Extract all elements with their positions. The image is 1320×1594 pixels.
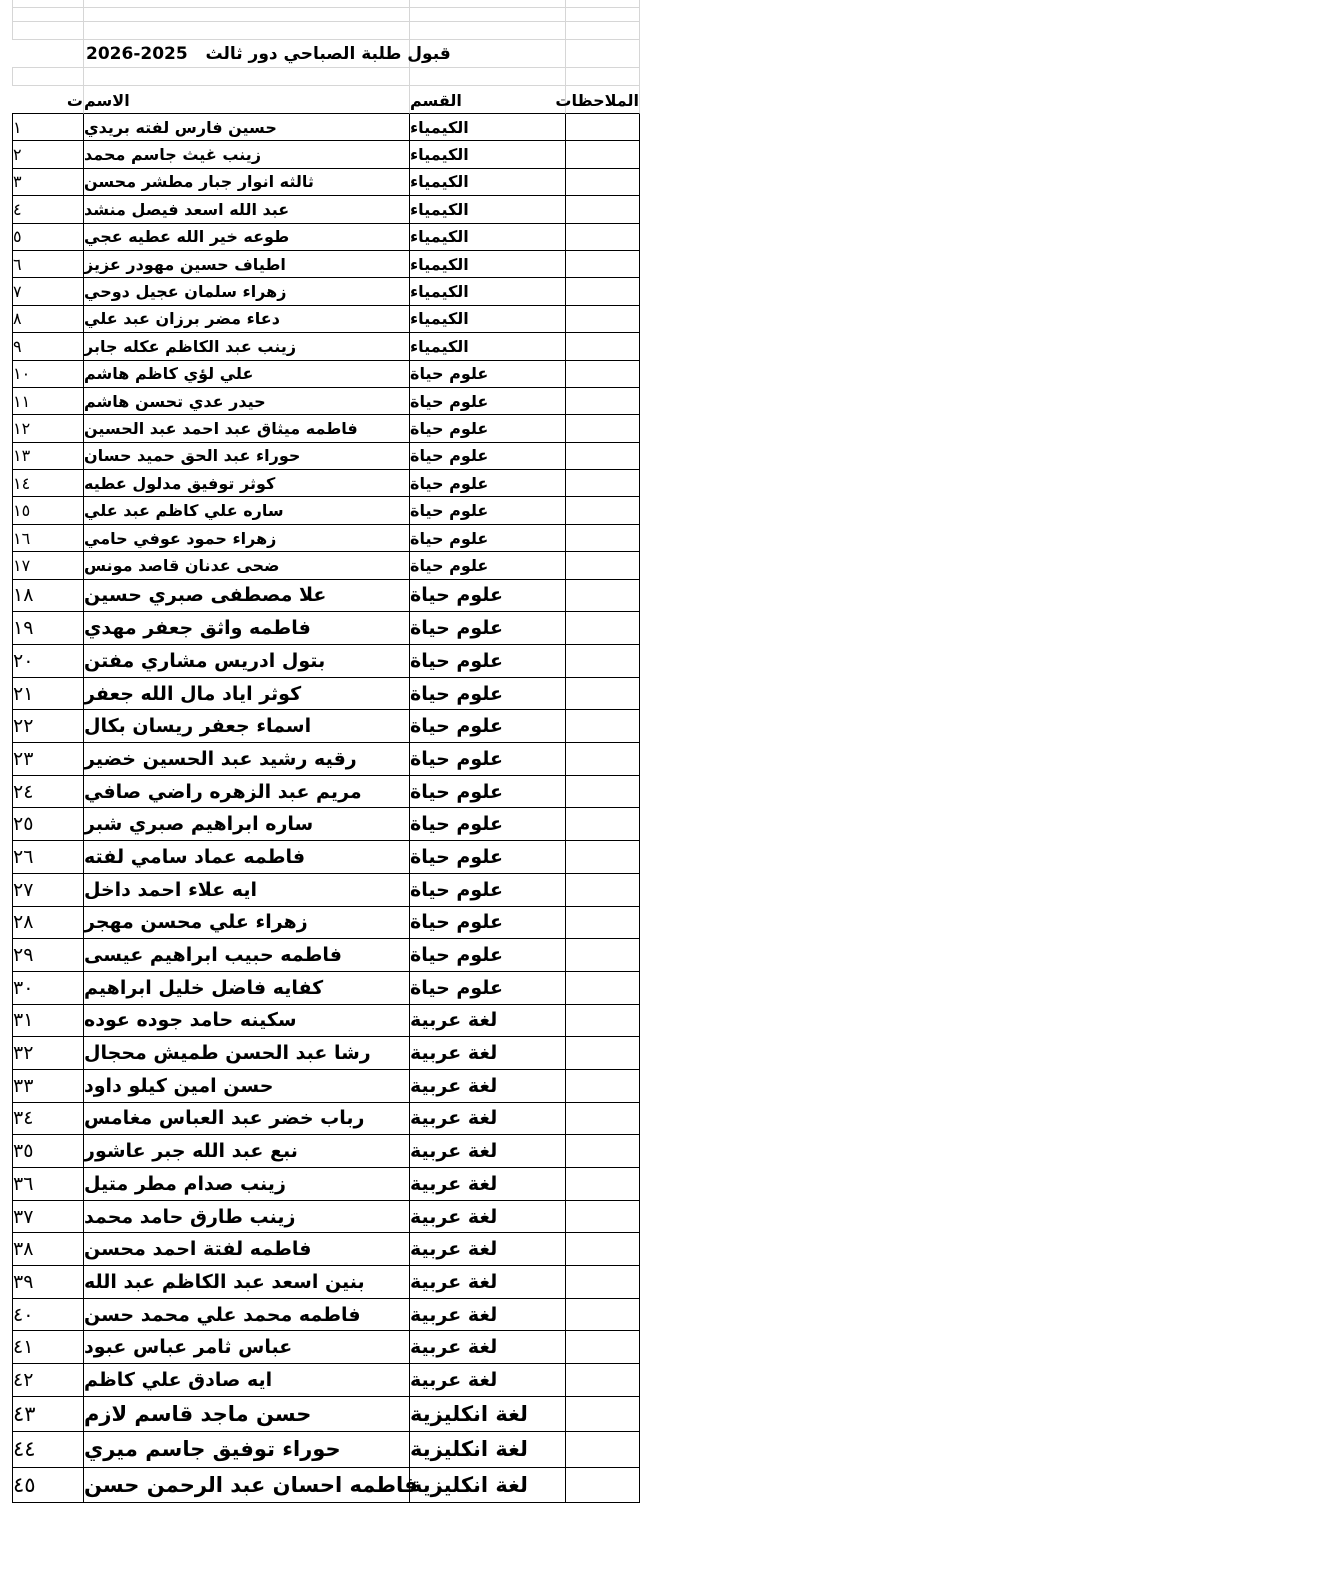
table-row <box>12 470 640 497</box>
table-row <box>12 1037 640 1070</box>
row-number[interactable]: ١١ <box>12 388 84 415</box>
student-name[interactable]: سكينه حامد جوده عوده <box>84 1005 410 1038</box>
table-row <box>12 1364 640 1397</box>
notes-cell[interactable] <box>566 333 640 360</box>
notes-cell[interactable] <box>566 645 640 678</box>
student-name[interactable]: فاطمه عماد سامي لفته <box>84 841 410 874</box>
student-name[interactable]: زينب غيث جاسم محمد <box>84 141 410 168</box>
student-name[interactable]: علا مصطفى صبري حسين <box>84 580 410 613</box>
row-number[interactable]: ٢٧ <box>12 874 84 907</box>
row-number[interactable]: ٣٠ <box>12 972 84 1005</box>
student-name[interactable]: علي لؤي كاظم هاشم <box>84 361 410 388</box>
student-name[interactable]: ثالثه انوار جبار مطشر محسن <box>84 169 410 196</box>
department[interactable]: علوم حياة <box>410 645 566 678</box>
cell[interactable] <box>84 8 410 22</box>
department[interactable]: لغة عربية <box>410 1201 566 1234</box>
table-row <box>12 306 640 333</box>
cell[interactable] <box>566 0 640 8</box>
department[interactable]: علوم حياة <box>410 939 566 972</box>
table-row <box>12 808 640 841</box>
notes-cell[interactable] <box>566 1037 640 1070</box>
student-name[interactable]: عبد الله اسعد فيصل منشد <box>84 196 410 223</box>
department[interactable]: الكيمياء <box>410 333 566 360</box>
table-body <box>12 114 640 1503</box>
notes-cell[interactable] <box>566 874 640 907</box>
notes-cell[interactable] <box>566 776 640 809</box>
row-number[interactable]: ١٢ <box>12 415 84 442</box>
row-number[interactable]: ٢٥ <box>12 808 84 841</box>
department[interactable]: الكيمياء <box>410 224 566 251</box>
row-number[interactable]: ٣٨ <box>12 1233 84 1266</box>
table-row <box>12 388 640 415</box>
row-number[interactable]: ٢٢ <box>12 710 84 743</box>
student-name[interactable]: اطياف حسين مهودر عزيز <box>84 251 410 278</box>
row-number[interactable]: ٤٥ <box>12 1468 84 1503</box>
table-row <box>12 196 640 223</box>
table-row <box>12 1233 640 1266</box>
cell[interactable] <box>84 0 410 8</box>
notes-cell[interactable] <box>566 1432 640 1467</box>
table-row <box>12 525 640 552</box>
notes-cell[interactable] <box>566 251 640 278</box>
row-number[interactable]: ١٦ <box>12 525 84 552</box>
spreadsheet <box>12 0 640 1503</box>
cell[interactable] <box>566 68 640 86</box>
department[interactable]: علوم حياة <box>410 612 566 645</box>
notes-cell[interactable] <box>566 278 640 305</box>
row-number[interactable]: ٣ <box>12 169 84 196</box>
table-row <box>12 141 640 168</box>
student-name[interactable]: بتول ادريس مشاري مفتن <box>84 645 410 678</box>
table-row <box>12 1135 640 1168</box>
row-number[interactable]: ٨ <box>12 306 84 333</box>
department[interactable]: علوم حياة <box>410 678 566 711</box>
row-number[interactable]: ٤ <box>12 196 84 223</box>
table-row <box>12 939 640 972</box>
header-dept[interactable]: القسم <box>410 86 566 114</box>
table-row <box>12 415 640 442</box>
row-number[interactable]: ١٧ <box>12 552 84 579</box>
blank-row <box>12 22 640 40</box>
notes-cell[interactable] <box>566 1103 640 1136</box>
table-row <box>12 251 640 278</box>
table-row <box>12 907 640 940</box>
table-row <box>12 497 640 524</box>
student-name[interactable]: اسماء جعفر ريسان بكال <box>84 710 410 743</box>
row-number[interactable]: ٤٣ <box>12 1397 84 1432</box>
row-number[interactable]: ٢٨ <box>12 907 84 940</box>
student-name[interactable]: حسن امين كيلو داود <box>84 1070 410 1103</box>
student-name[interactable]: كوثر توفيق مدلول عطيه <box>84 470 410 497</box>
notes-cell[interactable] <box>566 710 640 743</box>
student-name[interactable]: عباس ثامر عباس عبود <box>84 1331 410 1364</box>
cell[interactable] <box>12 0 84 8</box>
department[interactable]: لغة عربية <box>410 1331 566 1364</box>
row-number[interactable]: ٢٠ <box>12 645 84 678</box>
row-number[interactable]: ١٠ <box>12 361 84 388</box>
student-name[interactable]: حوراء عبد الحق حميد حسان <box>84 443 410 470</box>
department[interactable]: علوم حياة <box>410 525 566 552</box>
department[interactable]: علوم حياة <box>410 907 566 940</box>
cell[interactable] <box>410 22 566 40</box>
department[interactable]: علوم حياة <box>410 710 566 743</box>
table-row <box>12 710 640 743</box>
department[interactable]: لغة عربية <box>410 1005 566 1038</box>
table-row <box>12 1331 640 1364</box>
row-number[interactable]: ٥ <box>12 224 84 251</box>
row-number[interactable]: ١٩ <box>12 612 84 645</box>
department[interactable]: علوم حياة <box>410 443 566 470</box>
notes-cell[interactable] <box>566 972 640 1005</box>
notes-cell[interactable] <box>566 1005 640 1038</box>
cell[interactable] <box>12 22 84 40</box>
student-name[interactable]: زهراء حمود عوفي حامي <box>84 525 410 552</box>
department[interactable]: الكيمياء <box>410 196 566 223</box>
table-row <box>12 443 640 470</box>
student-name[interactable]: زهراء علي محسن مهجر <box>84 907 410 940</box>
student-name[interactable]: حوراء توفيق جاسم ميري <box>84 1432 410 1467</box>
department[interactable]: لغة انكليزية <box>410 1397 566 1432</box>
student-name[interactable]: زينب طارق حامد محمد <box>84 1201 410 1234</box>
notes-cell[interactable] <box>566 907 640 940</box>
department[interactable]: علوم حياة <box>410 874 566 907</box>
student-name[interactable]: فاطمه لفتة احمد محسن <box>84 1233 410 1266</box>
row-number[interactable]: ٢٤ <box>12 776 84 809</box>
row-number[interactable]: ١٥ <box>12 497 84 524</box>
table-row <box>12 1468 640 1503</box>
department[interactable]: علوم حياة <box>410 361 566 388</box>
table-row <box>12 645 640 678</box>
blank-row <box>12 0 640 8</box>
table-row <box>12 1070 640 1103</box>
department[interactable]: علوم حياة <box>410 552 566 579</box>
notes-cell[interactable] <box>566 525 640 552</box>
notes-cell[interactable] <box>566 678 640 711</box>
row-number[interactable]: ٣٢ <box>12 1037 84 1070</box>
row-number[interactable]: ٣٤ <box>12 1103 84 1136</box>
row-number[interactable]: ١ <box>12 114 84 141</box>
notes-cell[interactable] <box>566 114 640 141</box>
header-row <box>12 86 640 114</box>
row-number[interactable]: ٢٩ <box>12 939 84 972</box>
table-row <box>12 1103 640 1136</box>
cell[interactable] <box>410 0 566 8</box>
department[interactable]: لغة عربية <box>410 1070 566 1103</box>
student-name[interactable]: فاطمه حبيب ابراهيم عيسى <box>84 939 410 972</box>
row-number[interactable]: ٣٧ <box>12 1201 84 1234</box>
department[interactable]: لغة عربية <box>410 1037 566 1070</box>
student-name[interactable]: فاطمه ميثاق عبد احمد عبد الحسين <box>84 415 410 442</box>
cell[interactable] <box>410 8 566 22</box>
department[interactable]: لغة انكليزية <box>410 1468 566 1503</box>
notes-cell[interactable] <box>566 841 640 874</box>
row-number[interactable]: ٣٣ <box>12 1070 84 1103</box>
row-number[interactable]: ٣٥ <box>12 1135 84 1168</box>
department[interactable]: لغة عربية <box>410 1103 566 1136</box>
page-title: قبول طلبة الصباحي دور ثالث 2025-2026 <box>86 44 451 64</box>
row-number[interactable]: ٢٦ <box>12 841 84 874</box>
table-row <box>12 1299 640 1332</box>
table-row <box>12 333 640 360</box>
student-name[interactable]: نبع عبد الله جبر عاشور <box>84 1135 410 1168</box>
table-row <box>12 552 640 579</box>
department[interactable]: الكيمياء <box>410 114 566 141</box>
student-name[interactable]: رباب خضر عبد العباس مغامس <box>84 1103 410 1136</box>
department[interactable]: علوم حياة <box>410 388 566 415</box>
cell[interactable] <box>12 68 84 86</box>
department[interactable]: علوم حياة <box>410 497 566 524</box>
notes-cell[interactable] <box>566 196 640 223</box>
notes-cell[interactable] <box>566 580 640 613</box>
department[interactable]: علوم حياة <box>410 580 566 613</box>
student-name[interactable]: كوثر اياد مال الله جعفر <box>84 678 410 711</box>
cell[interactable] <box>566 8 640 22</box>
row-number[interactable]: ٤١ <box>12 1331 84 1364</box>
student-name[interactable]: رقيه رشيد عبد الحسين خضير <box>84 743 410 776</box>
department[interactable]: علوم حياة <box>410 470 566 497</box>
notes-cell[interactable] <box>566 443 640 470</box>
notes-cell[interactable] <box>566 1168 640 1201</box>
cell[interactable] <box>410 68 566 86</box>
row-number[interactable]: ٢١ <box>12 678 84 711</box>
student-name[interactable]: رشا عبد الحسن طميش محجال <box>84 1037 410 1070</box>
department[interactable]: لغة عربية <box>410 1364 566 1397</box>
row-number[interactable]: ٣٦ <box>12 1168 84 1201</box>
table-row <box>12 114 640 141</box>
student-name[interactable]: كفايه فاضل خليل ابراهيم <box>84 972 410 1005</box>
department[interactable]: علوم حياة <box>410 841 566 874</box>
notes-cell[interactable] <box>566 1468 640 1503</box>
department[interactable]: لغة عربية <box>410 1233 566 1266</box>
cell[interactable] <box>566 22 640 40</box>
row-number[interactable]: ٤٤ <box>12 1432 84 1467</box>
table-row <box>12 1201 640 1234</box>
notes-cell[interactable] <box>566 1233 640 1266</box>
notes-cell[interactable] <box>566 1299 640 1332</box>
student-name[interactable]: طوعه خير الله عطيه عجي <box>84 224 410 251</box>
department[interactable]: علوم حياة <box>410 776 566 809</box>
table-row <box>12 580 640 613</box>
notes-cell[interactable] <box>566 497 640 524</box>
blank-row <box>12 68 640 86</box>
blank-row <box>12 8 640 22</box>
department[interactable]: الكيمياء <box>410 306 566 333</box>
student-name[interactable]: فاطمه محمد علي محمد حسن <box>84 1299 410 1332</box>
notes-cell[interactable] <box>566 1364 640 1397</box>
row-number[interactable]: ١٣ <box>12 443 84 470</box>
cell[interactable] <box>84 68 410 86</box>
row-number[interactable]: ٦ <box>12 251 84 278</box>
table-row <box>12 612 640 645</box>
table-row <box>12 224 640 251</box>
row-number[interactable]: ٧ <box>12 278 84 305</box>
header-num[interactable]: ت <box>12 86 84 114</box>
notes-cell[interactable] <box>566 743 640 776</box>
cell[interactable] <box>12 40 84 68</box>
department[interactable]: لغة عربية <box>410 1168 566 1201</box>
row-number[interactable]: ٢ <box>12 141 84 168</box>
cell[interactable] <box>566 40 640 68</box>
department[interactable]: لغة انكليزية <box>410 1432 566 1467</box>
row-number[interactable]: ١٨ <box>12 580 84 613</box>
table-row <box>12 361 640 388</box>
department[interactable]: الكيمياء <box>410 169 566 196</box>
table-row <box>12 1168 640 1201</box>
table-row <box>12 278 640 305</box>
notes-cell[interactable] <box>566 169 640 196</box>
student-name[interactable]: بنين اسعد عبد الكاظم عبد الله <box>84 1266 410 1299</box>
department[interactable]: الكيمياء <box>410 141 566 168</box>
student-name[interactable]: ساره علي كاظم عبد علي <box>84 497 410 524</box>
table-row <box>12 972 640 1005</box>
notes-cell[interactable] <box>566 552 640 579</box>
table-row <box>12 776 640 809</box>
student-name[interactable]: ضحى عدنان قاصد مونس <box>84 552 410 579</box>
department[interactable]: الكيمياء <box>410 278 566 305</box>
notes-cell[interactable] <box>566 939 640 972</box>
student-name[interactable]: ايه صادق علي كاظم <box>84 1364 410 1397</box>
student-name[interactable]: فاطمه واثق جعفر مهدي <box>84 612 410 645</box>
table-row <box>12 1397 640 1432</box>
department[interactable]: علوم حياة <box>410 972 566 1005</box>
table-row <box>12 1266 640 1299</box>
row-number[interactable]: ٤٢ <box>12 1364 84 1397</box>
department[interactable]: علوم حياة <box>410 808 566 841</box>
header-name[interactable]: الاسم <box>84 86 410 114</box>
notes-cell[interactable] <box>566 224 640 251</box>
header-notes[interactable]: الملاحظات <box>566 86 640 114</box>
student-name[interactable]: حيدر عدي تحسن هاشم <box>84 388 410 415</box>
notes-cell[interactable] <box>566 1331 640 1364</box>
notes-cell[interactable] <box>566 306 640 333</box>
cell[interactable] <box>84 22 410 40</box>
table-row <box>12 841 640 874</box>
row-number[interactable]: ٣١ <box>12 1005 84 1038</box>
row-number[interactable]: ٤٠ <box>12 1299 84 1332</box>
notes-cell[interactable] <box>566 470 640 497</box>
student-name[interactable]: فاطمه احسان عبد الرحمن حسن <box>84 1468 410 1503</box>
department[interactable]: لغة عربية <box>410 1266 566 1299</box>
notes-cell[interactable] <box>566 1266 640 1299</box>
table-row <box>12 743 640 776</box>
student-name[interactable]: ايه علاء احمد داخل <box>84 874 410 907</box>
notes-cell[interactable] <box>566 808 640 841</box>
student-name[interactable]: زهراء سلمان عجيل دوحي <box>84 278 410 305</box>
notes-cell[interactable] <box>566 1201 640 1234</box>
notes-cell[interactable] <box>566 612 640 645</box>
department[interactable]: الكيمياء <box>410 251 566 278</box>
notes-cell[interactable] <box>566 415 640 442</box>
row-number[interactable]: ٣٩ <box>12 1266 84 1299</box>
department[interactable]: علوم حياة <box>410 743 566 776</box>
student-name[interactable]: دعاء مضر برزان عبد علي <box>84 306 410 333</box>
table-row <box>12 874 640 907</box>
notes-cell[interactable] <box>566 388 640 415</box>
department[interactable]: لغة عربية <box>410 1299 566 1332</box>
table-row <box>12 1432 640 1467</box>
department[interactable]: لغة عربية <box>410 1135 566 1168</box>
cell[interactable] <box>12 8 84 22</box>
notes-cell[interactable] <box>566 1135 640 1168</box>
student-name[interactable]: حسن ماجد قاسم لازم <box>84 1397 410 1432</box>
row-number[interactable]: ٢٣ <box>12 743 84 776</box>
student-name[interactable]: ساره ابراهيم صبري شبر <box>84 808 410 841</box>
notes-cell[interactable] <box>566 361 640 388</box>
table-row <box>12 169 640 196</box>
table-row <box>12 1005 640 1038</box>
student-name[interactable]: زينب عبد الكاظم عكله جابر <box>84 333 410 360</box>
notes-cell[interactable] <box>566 1397 640 1432</box>
notes-cell[interactable] <box>566 1070 640 1103</box>
row-number[interactable]: ٩ <box>12 333 84 360</box>
row-number[interactable]: ١٤ <box>12 470 84 497</box>
student-name[interactable]: حسين فارس لفته بريدي <box>84 114 410 141</box>
notes-cell[interactable] <box>566 141 640 168</box>
table-row <box>12 678 640 711</box>
department[interactable]: علوم حياة <box>410 415 566 442</box>
student-name[interactable]: زينب صدام مطر متيل <box>84 1168 410 1201</box>
student-name[interactable]: مريم عبد الزهره راضي صافي <box>84 776 410 809</box>
